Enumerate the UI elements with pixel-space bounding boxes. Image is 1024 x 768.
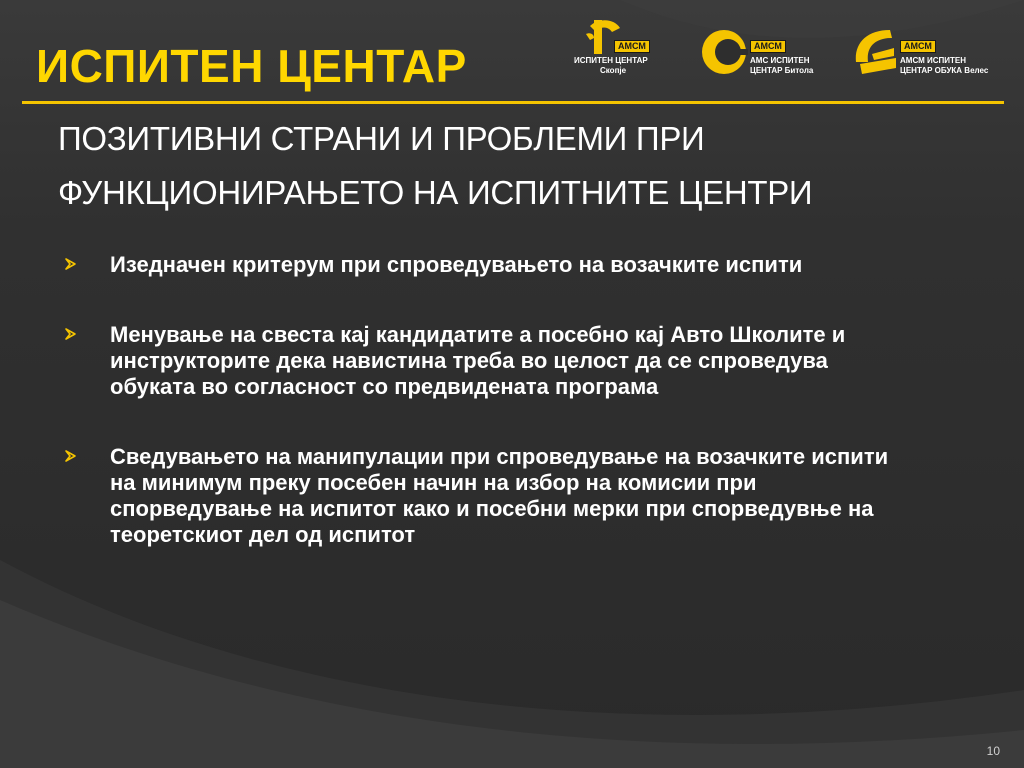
logo-veles-line1: АМСМ ИСПИТЕН (900, 56, 967, 65)
bitola-emblem-icon (700, 18, 750, 78)
logo-bitola (700, 18, 830, 96)
arrow-bullet-icon (64, 257, 78, 271)
subtitle-line-1: ПОЗИТИВНИ СТРАНИ И ПРОБЛЕМИ ПРИ (58, 120, 705, 157)
slide-subtitle (58, 112, 958, 220)
bullet-text: Изедначен критерум при спроведувањето на возачките испити (110, 252, 803, 277)
bullet-text: Менување на свеста кај кандидатите а посебно кај Авто Школите и инструкторите дека навистина треба во целост да се спроведува обуката во согласност со предвидената програма (110, 322, 846, 399)
logo-skopje-badge: АМСМ (614, 40, 650, 53)
header-divider (22, 101, 1004, 104)
logo-skopje (572, 18, 692, 96)
bullet-item (64, 252, 894, 278)
logo-bitola-line2: ЦЕНТАР Битола (750, 66, 814, 75)
logo-veles-line2: ЦЕНТАР ОБУКА Велес (900, 66, 989, 75)
veles-emblem-icon (850, 18, 900, 78)
logo-skopje-line1: ИСПИТЕН ЦЕНТАР (574, 56, 648, 65)
logo-bitola-badge: АМСМ (750, 40, 786, 53)
arrow-bullet-icon (64, 449, 78, 463)
bullet-item (64, 322, 894, 400)
bullet-item (64, 444, 894, 548)
logo-bitola-line1: АМС ИСПИТЕН (750, 56, 810, 65)
bullet-list (64, 252, 894, 592)
logo-veles (850, 18, 1000, 96)
subtitle-line-2: ФУНКЦИОНИРАЊЕТО НА ИСПИТНИТЕ ЦЕНТРИ (58, 174, 813, 211)
arrow-bullet-icon (64, 327, 78, 341)
bullet-text: Сведувањето на манипулации при спроведување на возачките испити на минимум преку посебен начин на избор на комисии при спорведување на испитот како и посебни мерки при спорведувње на теоретскиот дел од испитот (110, 444, 889, 547)
page-number: 10 (986, 744, 1000, 758)
logo-skopje-line2: Скопје (600, 66, 627, 75)
header-title: ИСПИТЕН ЦЕНТАР (36, 40, 467, 92)
logo-veles-badge: АМСМ (900, 40, 936, 53)
